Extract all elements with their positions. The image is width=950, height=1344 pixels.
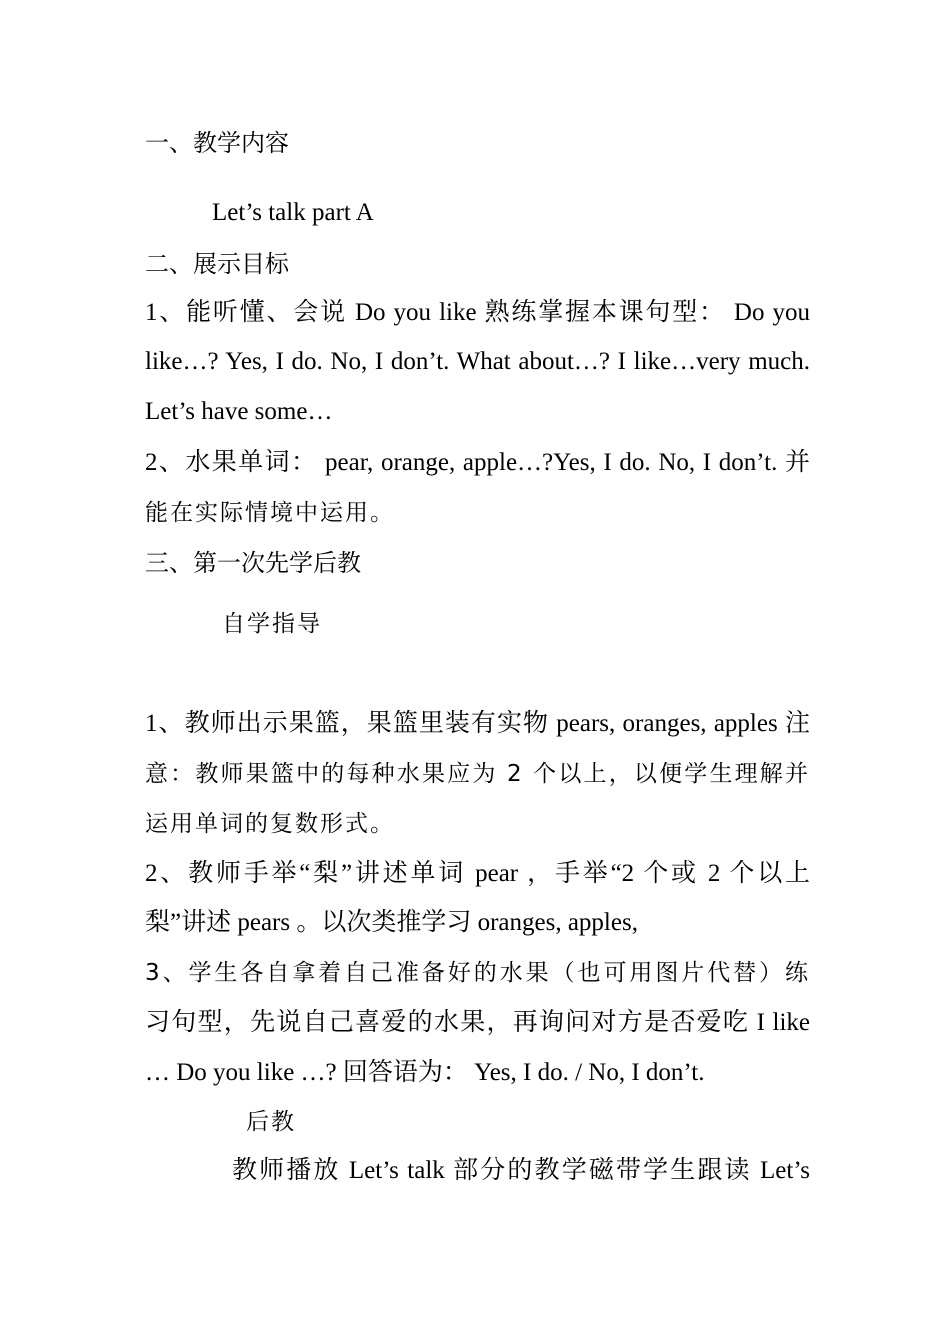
step-3-line-3: … Do you like …? 回答语为： Yes, I do. / No, I don’t. (145, 1059, 705, 1086)
section-1-content: Let’s talk part A (212, 199, 374, 226)
goal-1-line-2: like…? Yes, I do. No, I don’t. What about…? I like…very much. (145, 348, 810, 375)
section-1-heading: 一、教学内容 (145, 129, 289, 157)
step-3-line-2: 习句型，先说自己喜爱的水果，再询问对方是否爱吃 I like (145, 1009, 810, 1036)
section-2-heading: 二、展示目标 (145, 250, 289, 278)
step-2-line-1: 2、教师手举“梨”讲述单词 pear ，手举“2 个或 2 个以上 (145, 860, 810, 887)
goal-2-line-2: 能在实际情境中运用。 (145, 500, 395, 526)
goal-1-line-1: 1、能听懂、会说 Do you like 熟练掌握本课句型： Do you (145, 299, 810, 326)
after-teach-line-1: 教师播放 Let’s talk 部分的教学磁带学生跟读 Let’s (232, 1157, 810, 1184)
step-2-line-2: 梨”讲述 pears 。以次类推学习 oranges, apples, (145, 909, 638, 936)
step-1-line-1: 1、教师出示果篮，果篮里装有实物 pears, oranges, apples 注 (145, 710, 810, 737)
goal-2-line-1: 2、水果单词： pear, orange, apple…?Yes, I do. No, I don’t. 并 (145, 449, 810, 476)
step-3-line-1: 3、学生各自拿着自己准备好的水果（也可用图片代替）练 (145, 960, 810, 986)
step-1-line-2: 意：教师果篮中的每种水果应为 2 个以上，以便学生理解并 (145, 761, 810, 787)
self-study-subheading: 自学指导 (222, 611, 322, 637)
step-1-line-3: 运用单词的复数形式。 (145, 811, 395, 837)
goal-1-line-3: Let’s have some… (145, 398, 333, 425)
after-teach-heading: 后教 (246, 1109, 296, 1135)
section-3-heading: 三、第一次先学后教 (145, 549, 361, 577)
